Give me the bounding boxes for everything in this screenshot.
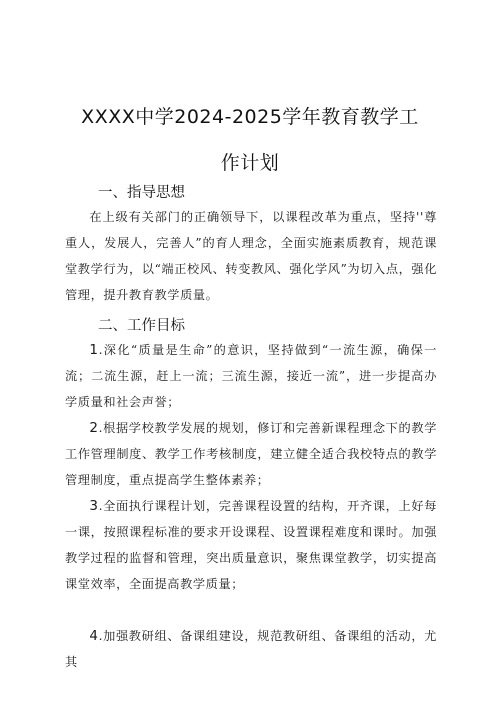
- goal-item-4-number: 4: [89, 628, 99, 644]
- section-heading-guiding-ideology: 一、指导思想: [98, 185, 185, 201]
- goal-item-1-text: .深化“质量是生命”的意识，坚持做到“一流生源，确保一流；二流生源，赶上一流；三流生源，接近一流”，进一步提高办学质量和社会声誉；: [65, 343, 437, 409]
- goal-item-4-text: .加强教研组、备课组建设，规范教研组、备课组的活动，尤其: [65, 629, 437, 669]
- document-title-line-2: 作计划: [220, 152, 280, 174]
- paragraph-guiding-ideology: 在上级有关部门的正确领导下，以课程改革为重点，坚持''尊重人，发展人，完善人”的育人理念，全面实施素质教育，规范课堂教学行为，以“端正校风、转变教风、强化学风”为切入点，强化管理，提升教育教学质量。: [65, 210, 437, 302]
- goal-item-2-number: 2: [89, 420, 99, 436]
- goal-item-1-number: 1: [89, 342, 99, 358]
- goal-item-1: [65, 337, 437, 415]
- goal-item-2: [65, 415, 437, 493]
- goal-item-3: [65, 493, 437, 597]
- section-heading-work-goals: 二、工作目标: [98, 318, 185, 334]
- document-title-line-1: XXXX中学2024-2025学年教育教学工: [81, 106, 419, 128]
- goal-item-2-text: .根据学校教学发展的规划，修订和完善新课程理念下的教学工作管理制度、教学工作考核制度，建立健全适合我校特点的教学管理制度，重点提高学生整体素养；: [65, 421, 437, 487]
- goal-item-3-number: 3: [89, 498, 99, 514]
- goal-item-3-text: .全面执行课程计划，完善课程设置的结构，开齐课，上好每一课，按照课程标准的要求开设课程、设置课程难度和课时。加强教学过程的监督和管理，突出质量意识，聚焦课堂教学，切实提高课堂效率，全面提高教学质量；: [65, 499, 437, 591]
- goal-item-4: [65, 623, 437, 675]
